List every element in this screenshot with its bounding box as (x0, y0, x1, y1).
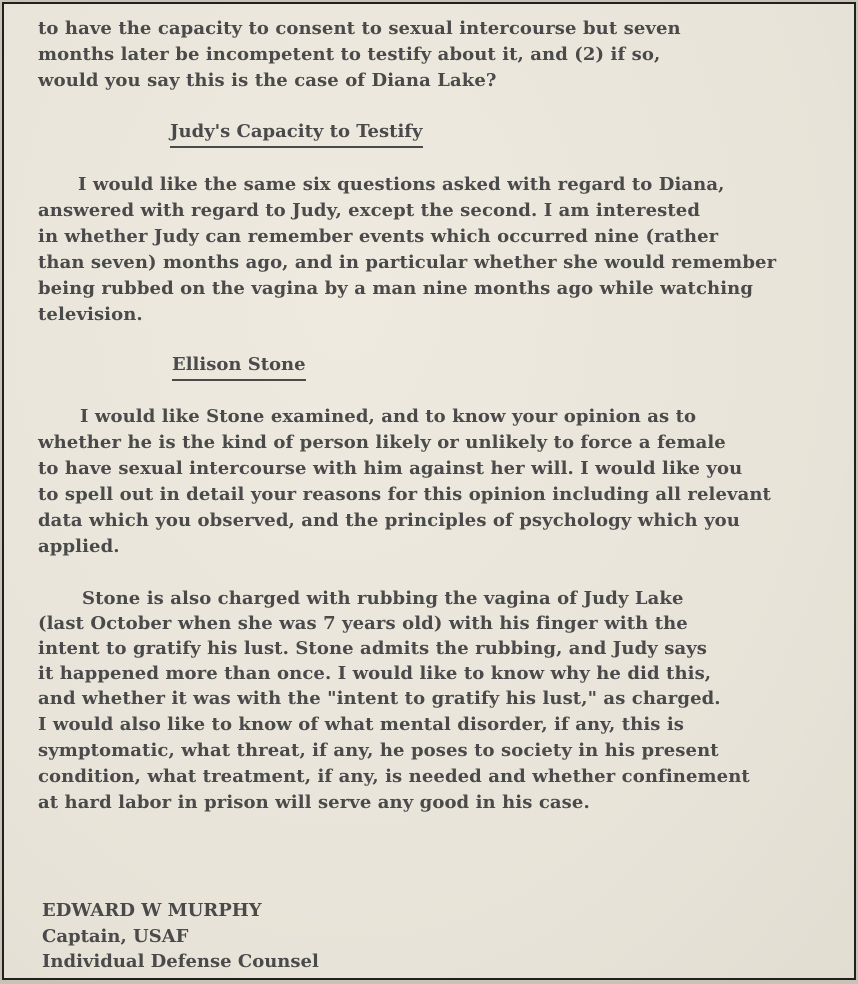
intro-line: to have the capacity to consent to sexual intercourse but seven (38, 18, 681, 39)
section-heading-judy: Judy's Capacity to Testify (170, 121, 423, 148)
document-page (2, 2, 856, 980)
signature-name: EDWARD W MURPHY (42, 900, 262, 921)
stone-paragraph-line: intent to gratify his lust. Stone admits the rubbing, and Judy says (38, 638, 708, 659)
judy-paragraph-line: being rubbed on the vagina by a man nine months ago while watching (38, 278, 754, 299)
signature-role: Individual Defense Counsel (42, 951, 319, 972)
stone-paragraph-line: condition, what treatment, if any, is needed and whether confinement (38, 766, 750, 787)
stone-paragraph-line: whether he is the kind of person likely or unlikely to force a female (38, 432, 726, 453)
judy-paragraph-line: I would like the same six questions asked with regard to Diana, (78, 174, 725, 195)
stone-paragraph-line: data which you observed, and the principles of psychology which you (38, 510, 740, 531)
intro-line: months later be incompetent to testify about it, and (2) if so, (38, 44, 661, 65)
section-heading-stone: Ellison Stone (172, 354, 306, 381)
stone-paragraph-line: symptomatic, what threat, if any, he poses to society in his present (38, 740, 719, 761)
stone-paragraph-line: Stone is also charged with rubbing the vagina of Judy Lake (82, 588, 684, 609)
intro-line: would you say this is the case of Diana Lake? (38, 70, 497, 91)
stone-paragraph-line: applied. (38, 536, 120, 557)
stone-paragraph-line: I would also like to know of what mental disorder, if any, this is (38, 714, 685, 735)
stone-paragraph-line: and whether it was with the "intent to gratify his lust," as charged. (38, 688, 721, 709)
stone-paragraph-line: to spell out in detail your reasons for this opinion including all relevant (38, 484, 771, 505)
judy-paragraph-line: in whether Judy can remember events which occurred nine (rather (38, 226, 719, 247)
stone-paragraph-line: at hard labor in prison will serve any good in his case. (38, 792, 590, 813)
judy-paragraph-line: than seven) months ago, and in particular whether she would remember (38, 252, 777, 273)
stone-paragraph-line: I would like Stone examined, and to know your opinion as to (80, 406, 697, 427)
judy-paragraph-line: television. (38, 304, 143, 325)
stone-paragraph-line: it happened more than once. I would like to know why he did this, (38, 663, 712, 684)
stone-paragraph-line: (last October when she was 7 years old) with his finger with the (38, 613, 688, 634)
judy-paragraph-line: answered with regard to Judy, except the second. I am interested (38, 200, 701, 221)
signature-rank: Captain, USAF (42, 926, 189, 947)
stone-paragraph-line: to have sexual intercourse with him against her will. I would like you (38, 458, 743, 479)
